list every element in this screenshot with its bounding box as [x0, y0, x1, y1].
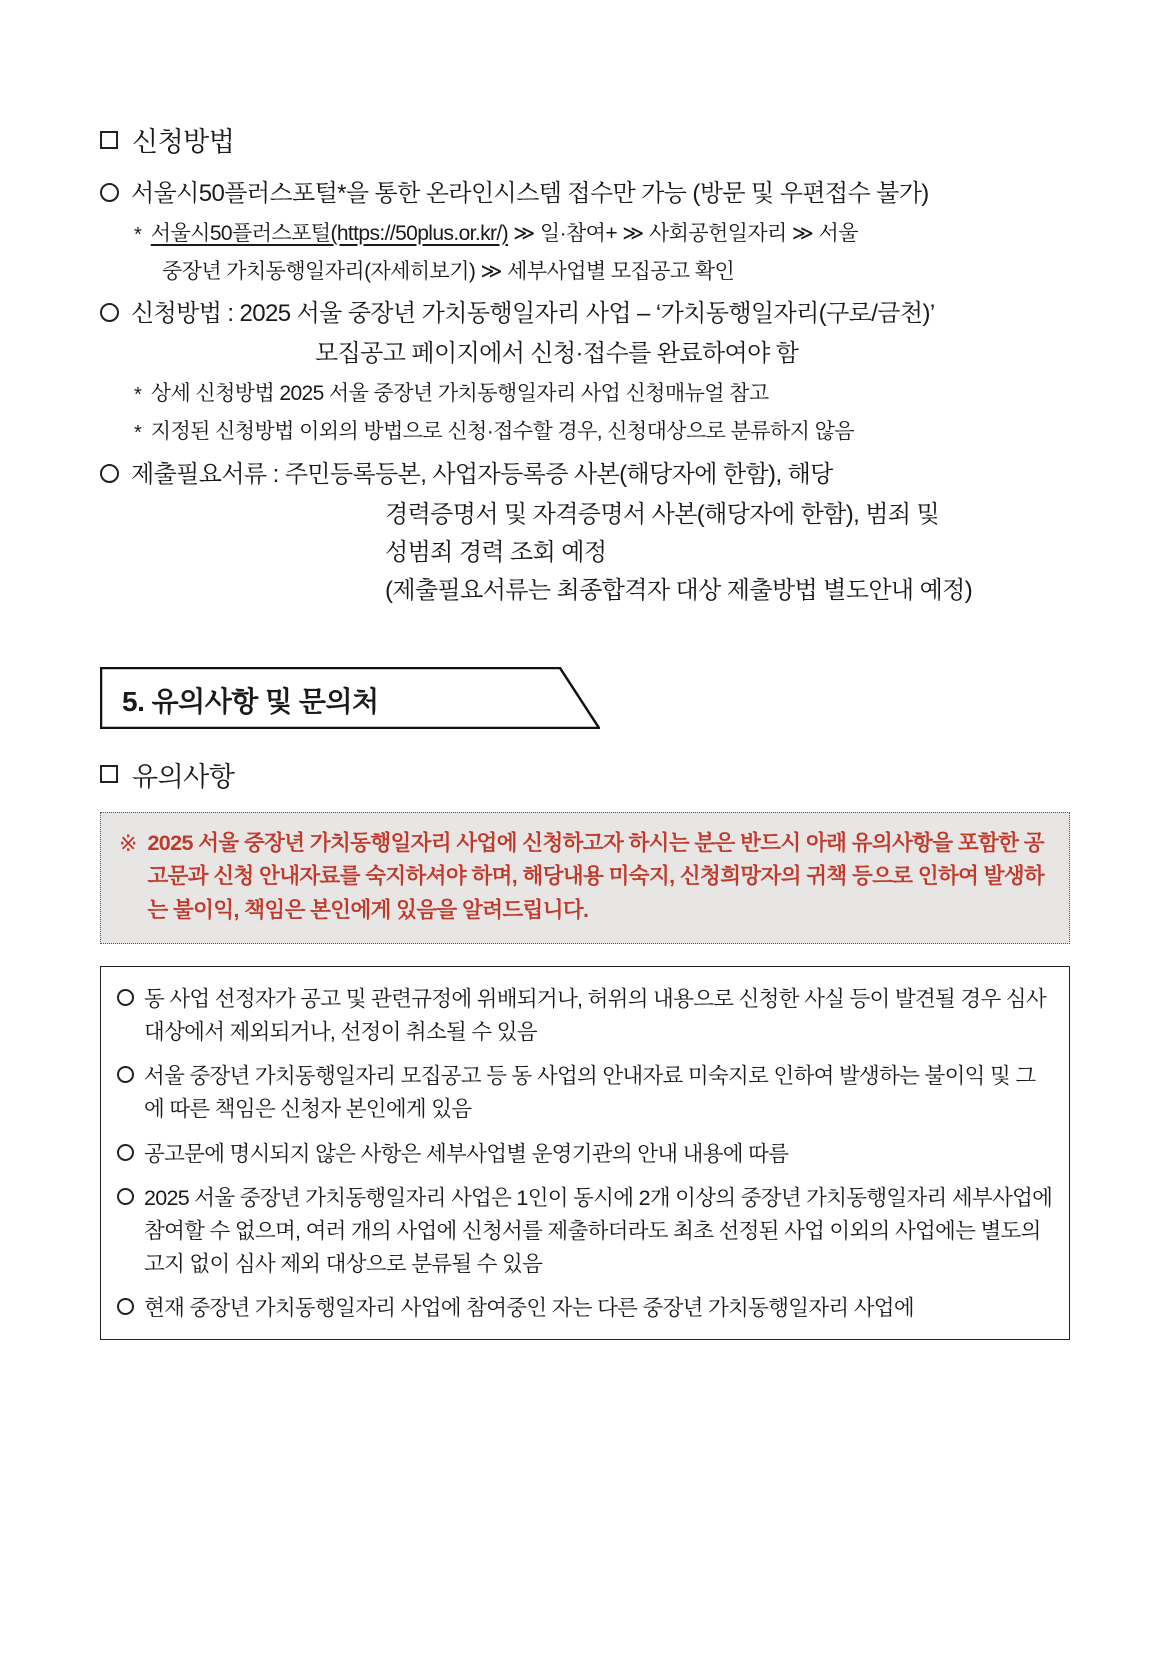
apply-item-2 [100, 297, 1070, 332]
list-item [117, 983, 1053, 1048]
caution-list-box [100, 966, 1070, 1340]
list-item-text: 동 사업 선정자가 공고 및 관련규정에 위배되거나, 허위의 내용으로 신청한 사실 등이 발견될 경우 심사대상에서 제외되거나, 선정이 취소될 수 있음 [144, 986, 1046, 1044]
apply-item-2-text: 신청방법 : 2025 서울 중장년 가치동행일자리 사업 – ‘가치동행일자리(구로/금천)’ [131, 300, 935, 328]
apply-item-1-note-text [151, 218, 858, 250]
apply-item-1-note-cont: 중장년 가치동행일자리(자세히보기) ≫ 세부사업별 모집공고 확인 [162, 259, 735, 283]
apply-item-3-text: 제출필요서류 : 주민등록등본, 사업자등록증 사본(해당자에 한함), 해당 [131, 461, 833, 489]
apply-item-3 [100, 458, 1070, 493]
portal-path: ≫ 일·참여+ ≫ 사회공헌일자리 ≫ 서울 [508, 221, 858, 245]
circle-bullet-icon [100, 464, 119, 483]
apply-item-3-line-2: 성범죄 경력 조회 예정 [385, 538, 607, 566]
portal-url[interactable]: 서울시50플러스포털(https://50plus.or.kr/) [150, 221, 509, 245]
circle-bullet-icon [117, 1188, 134, 1205]
apply-item-2-note-2 [134, 416, 1070, 448]
asterisk-icon: * [134, 384, 142, 407]
apply-item-1-text: 서울시50플러스포털*을 통한 온라인시스템 접수만 가능 (방문 및 우편접수 불가) [131, 180, 929, 207]
notice-text: 2025 서울 중장년 가치동행일자리 사업에 신청하고자 하시는 분은 반드시 아래 유의사항을 포함한 공고문과 신청 안내자료를 숙지하셔야 하며, 해당내용 미숙지, 신청희망자의 귀책 등으로 인하여 발생하는 불이익, 책임은 본인에게 있음을 알려드립니다. [147, 830, 1045, 922]
apply-item-2-cont: 모집공고 페이지에서 신청·접수를 완료하여야 함 [315, 340, 799, 368]
apply-item-3-line-3: (제출필요서류는 최종합격자 대상 제출방법 별도안내 예정) [385, 576, 973, 604]
apply-item-1-note [134, 218, 1070, 250]
section-5-banner [100, 667, 600, 729]
notice-mark-icon: ※ [119, 830, 138, 856]
caution-heading [100, 755, 1070, 794]
caution-heading-label: 유의사항 [132, 761, 235, 792]
square-bullet-icon [100, 131, 118, 149]
square-bullet-icon [100, 765, 118, 783]
apply-section-heading [100, 120, 1070, 159]
asterisk-icon: * [134, 422, 142, 445]
list-item-text: 2025 서울 중장년 가치동행일자리 사업은 1인이 동시에 2개 이상의 중장년 가치동행일자리 세부사업에 참여할 수 없으며, 여러 개의 사업에 신청서를 제출하더라도 최초 선정된 사업 이외의 사업에는 별도의 고지 없이 심사 제외 대상으로 분류될 수 있음 [144, 1186, 1053, 1276]
list-item-text: 공고문에 명시되지 않은 사항은 세부사업별 운영기관의 안내 내용에 따름 [144, 1141, 789, 1166]
circle-bullet-icon [117, 989, 134, 1006]
apply-item-3-line-1: 경력증명서 및 자격증명서 사본(해당자에 한함), 범죄 및 [385, 500, 940, 528]
circle-bullet-icon [117, 1144, 134, 1161]
list-item [117, 1292, 1053, 1325]
apply-heading-label: 신청방법 [132, 127, 235, 157]
circle-bullet-icon [117, 1066, 134, 1083]
asterisk-icon: * [134, 223, 142, 246]
circle-bullet-icon [117, 1298, 134, 1315]
circle-bullet-icon [100, 183, 119, 202]
apply-item-1 [100, 177, 1070, 212]
notice-box [100, 812, 1070, 944]
circle-bullet-icon [100, 303, 119, 322]
apply-item-2-note-1-text: 상세 신청방법 2025 서울 중장년 가치동행일자리 사업 신청매뉴얼 참고 [150, 382, 769, 406]
section-5-title: 5. 유의사항 및 문의처 [122, 685, 379, 717]
list-item-text: 현재 중장년 가치동행일자리 사업에 참여중인 자는 다른 중장년 가치동행일자리 사업에 [144, 1296, 914, 1321]
list-item-text: 서울 중장년 가치동행일자리 모집공고 등 동 사업의 안내자료 미숙지로 인하여 발생하는 불이익 및 그에 따른 책임은 신청자 본인에게 있음 [144, 1064, 1036, 1121]
list-item [117, 1182, 1053, 1280]
apply-item-2-note-1 [134, 378, 1070, 410]
list-item [117, 1060, 1053, 1125]
apply-item-2-note-2-text: 지정된 신청방법 이외의 방법으로 신청·접수할 경우, 신청대상으로 분류하지 않음 [150, 420, 854, 444]
list-item [117, 1138, 1053, 1171]
